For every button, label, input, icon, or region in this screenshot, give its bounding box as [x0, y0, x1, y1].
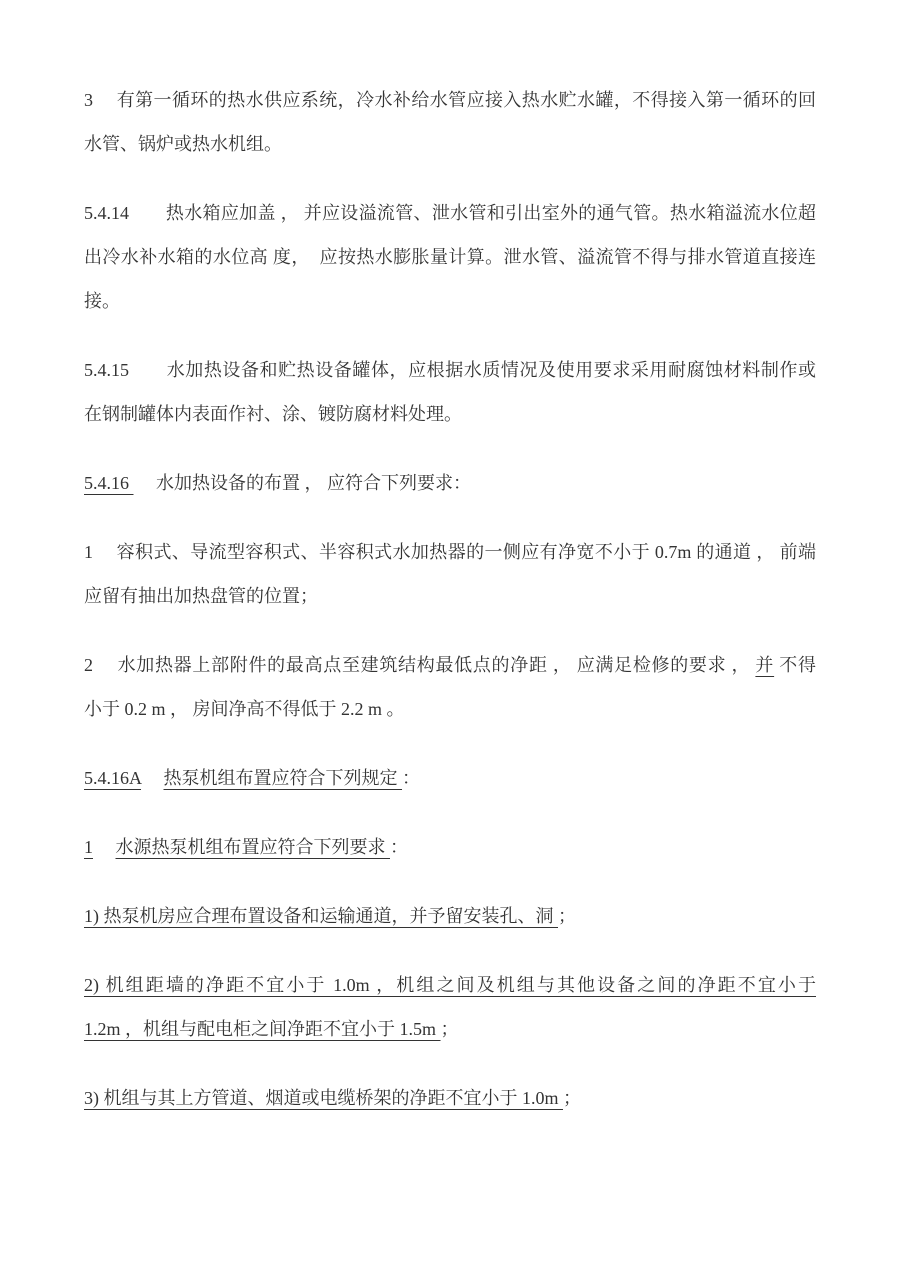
text-run: ：: [402, 768, 421, 788]
text-line: [84, 825, 816, 869]
underlined-text-run: 3) 机组与其上方管道、烟道或电缆桥架的净距不宜小于 1.0m: [84, 1088, 563, 1108]
text-line: [84, 191, 816, 235]
text-line: [84, 348, 816, 392]
underlined-text-run: 1: [84, 837, 93, 857]
text-run: 应留有抽出加热盘管的位置；: [84, 586, 318, 606]
text-run: 2 水加热器上部附件的最高点至建筑结构最低点的净距 ， 应满足检修的要求 ，: [84, 655, 756, 675]
text-run: 5.4.15 水加热设备和贮热设备罐体，应根据水质情况及使用要求采用耐腐蚀材料制作或: [84, 360, 816, 380]
text-run: [141, 768, 164, 788]
text-run: 1 容积式、导流型容积式、半容积式水加热器的一侧应有净宽不小于 0.7m 的通道 ， 前端: [84, 542, 816, 562]
text-run: ；: [440, 1019, 459, 1039]
paragraph-11: [84, 1076, 816, 1120]
text-line: [84, 963, 816, 1007]
text-run: 不得: [774, 655, 817, 675]
text-run: ：: [390, 837, 408, 857]
paragraph-5: [84, 530, 816, 618]
text-line: [84, 392, 816, 436]
text-line: [84, 574, 816, 618]
text-run: 水管、锅炉或热水机组。: [84, 134, 282, 154]
paragraph-6: [84, 643, 816, 731]
paragraph-2: [84, 191, 816, 323]
text-run: 5.4.14 热水箱应加盖 ， 并应设溢流管、泄水管和引出室外的通气管。热水箱溢流水位超: [84, 203, 816, 223]
text-line: [84, 687, 816, 731]
text-run: 出冷水补水箱的水位高 度， 应按热水膨胀量计算。泄水管、溢流管不得与排水管道直接连: [84, 247, 816, 267]
text-run: ；: [563, 1088, 581, 1108]
text-run: ；: [558, 906, 576, 926]
underlined-text-run: 2) 机组距墙的净距不宜小于 1.0m ，机组之间及机组与其他设备之间的净距不宜小于: [84, 975, 816, 995]
underlined-text-run: 5.4.16A: [84, 768, 142, 788]
paragraph-7: [84, 756, 816, 800]
text-run: [93, 837, 116, 857]
text-line: [84, 1007, 816, 1051]
text-line: [84, 530, 816, 574]
paragraph-1: [84, 78, 816, 166]
text-run: 在钢制罐体内表面作衬、涂、镀防腐材料处理。: [84, 404, 462, 424]
text-run: 小于 0.2 m ， 房间净高不得低于 2.2 m 。: [84, 699, 405, 719]
text-run: 水加热设备的布置 ， 应符合下列要求：: [133, 473, 471, 493]
document-body: [84, 78, 816, 1120]
text-line: [84, 1076, 816, 1120]
text-line: [84, 279, 816, 323]
underlined-text-run: 1.2m ，机组与配电柜之间净距不宜小于 1.5m: [84, 1019, 441, 1039]
paragraph-4: [84, 461, 816, 505]
paragraph-3: [84, 348, 816, 436]
text-line: [84, 894, 816, 938]
text-line: [84, 78, 816, 122]
text-line: [84, 643, 816, 687]
text-line: [84, 756, 816, 800]
text-line: [84, 235, 816, 279]
text-line: [84, 122, 816, 166]
paragraph-8: [84, 825, 816, 869]
text-run: 接。: [84, 291, 120, 311]
text-line: [84, 461, 816, 505]
underlined-text-run: 1) 热泵机房应合理布置设备和运输通道，并予留安装孔、洞: [84, 906, 558, 926]
paragraph-9: [84, 894, 816, 938]
underlined-text-run: 热泵机组布置应符合下列规定: [163, 768, 403, 788]
text-run: 3 有第一循环的热水供应系统，冷水补给水管应接入热水贮水罐，不得接入第一循环的回: [84, 90, 816, 110]
paragraph-10: [84, 963, 816, 1051]
underlined-text-run: 水源热泵机组布置应符合下列要求: [115, 837, 390, 857]
underlined-text-run: 5.4.16: [84, 473, 134, 493]
underlined-text-run: 并: [755, 655, 775, 675]
